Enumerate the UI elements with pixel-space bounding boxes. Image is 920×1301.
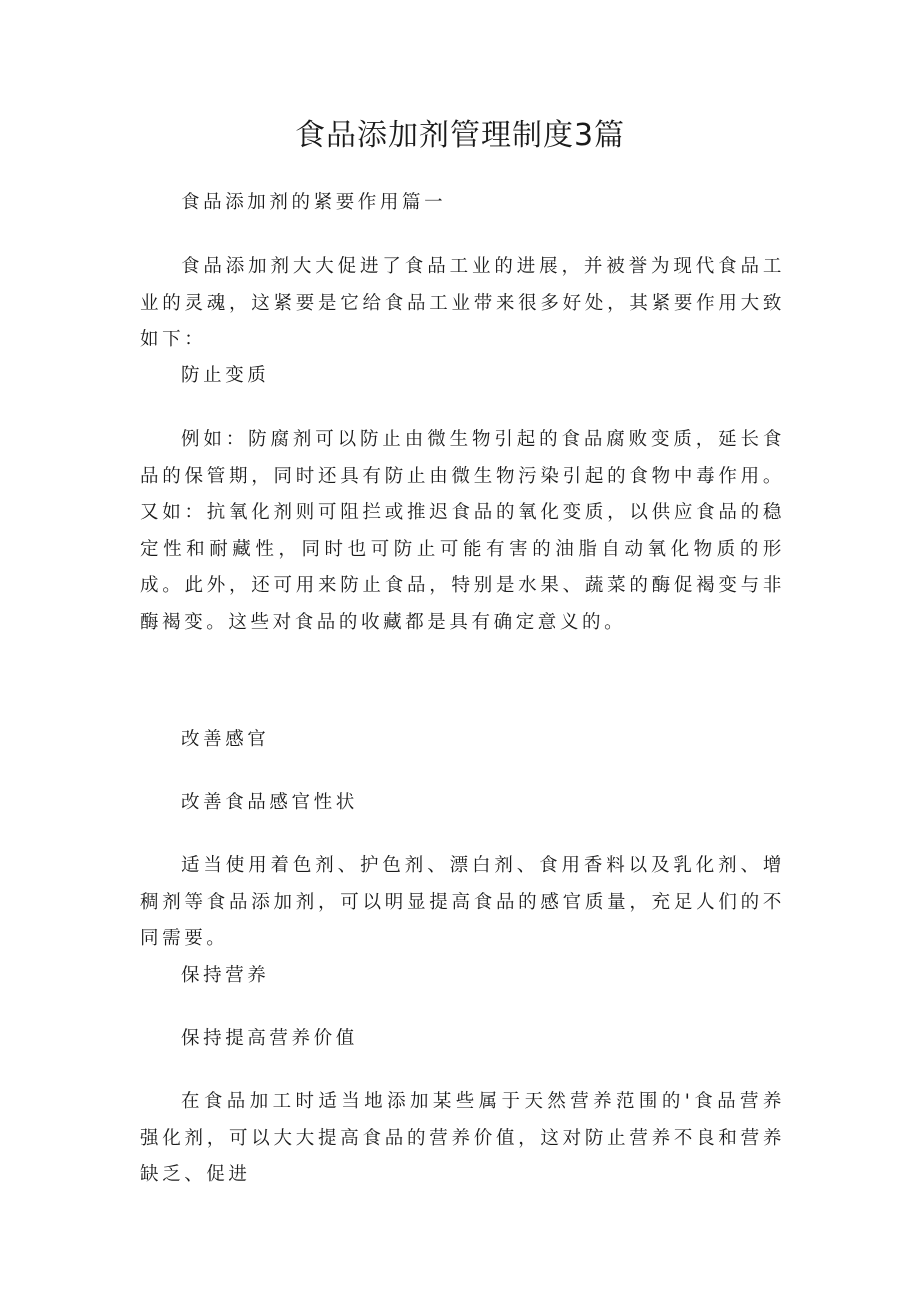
heading-prevent-spoilage: 防止变质: [181, 365, 270, 386]
section-heading: 食品添加剂的紧要作用篇一: [181, 192, 447, 213]
subheading-maintain-nutrition: 保持提高营养价值: [181, 1028, 358, 1049]
paragraph-maintain-nutrition: 在食品加工时适当地添加某些属于天然营养范围的'食品营养强化剂，可以大大提高食品的营养价值，这对防止营养不良和营养缺乏、促进: [140, 1091, 785, 1185]
paragraph-improve-sensory: 适当使用着色剂、护色剂、漂白剂、食用香料以及乳化剂、增稠剂等食品添加剂，可以明显提高食品的感官质量，充足人们的不同需要。: [140, 855, 785, 949]
heading-improve-sensory: 改善感官: [181, 729, 270, 750]
subheading-improve-sensory: 改善食品感官性状: [181, 792, 358, 813]
intro-paragraph: 食品添加剂大大促进了食品工业的进展，并被誉为现代食品工业的灵魂，这紧要是它给食品工业带来很多好处，其紧要作用大致如下：: [140, 256, 785, 350]
paragraph-prevent-spoilage: 例如：防腐剂可以防止由微生物引起的食品腐败变质，延长食品的保管期，同时还具有防止由微生物污染引起的食物中毒作用。又如：抗氧化剂则可阻拦或推迟食品的氧化变质，以供应食品的稳定性和耐藏性，同时也可防止可能有害的油脂自动氧化物质的形成。此外，还可用来防止食品，特别是水果、蔬菜的酶促褐变与非酶褐变。这些对食品的收藏都是具有确定意义的。: [140, 429, 785, 633]
document-title: 食品添加剂管理制度3篇: [294, 118, 626, 153]
heading-maintain-nutrition: 保持营养: [181, 965, 270, 986]
